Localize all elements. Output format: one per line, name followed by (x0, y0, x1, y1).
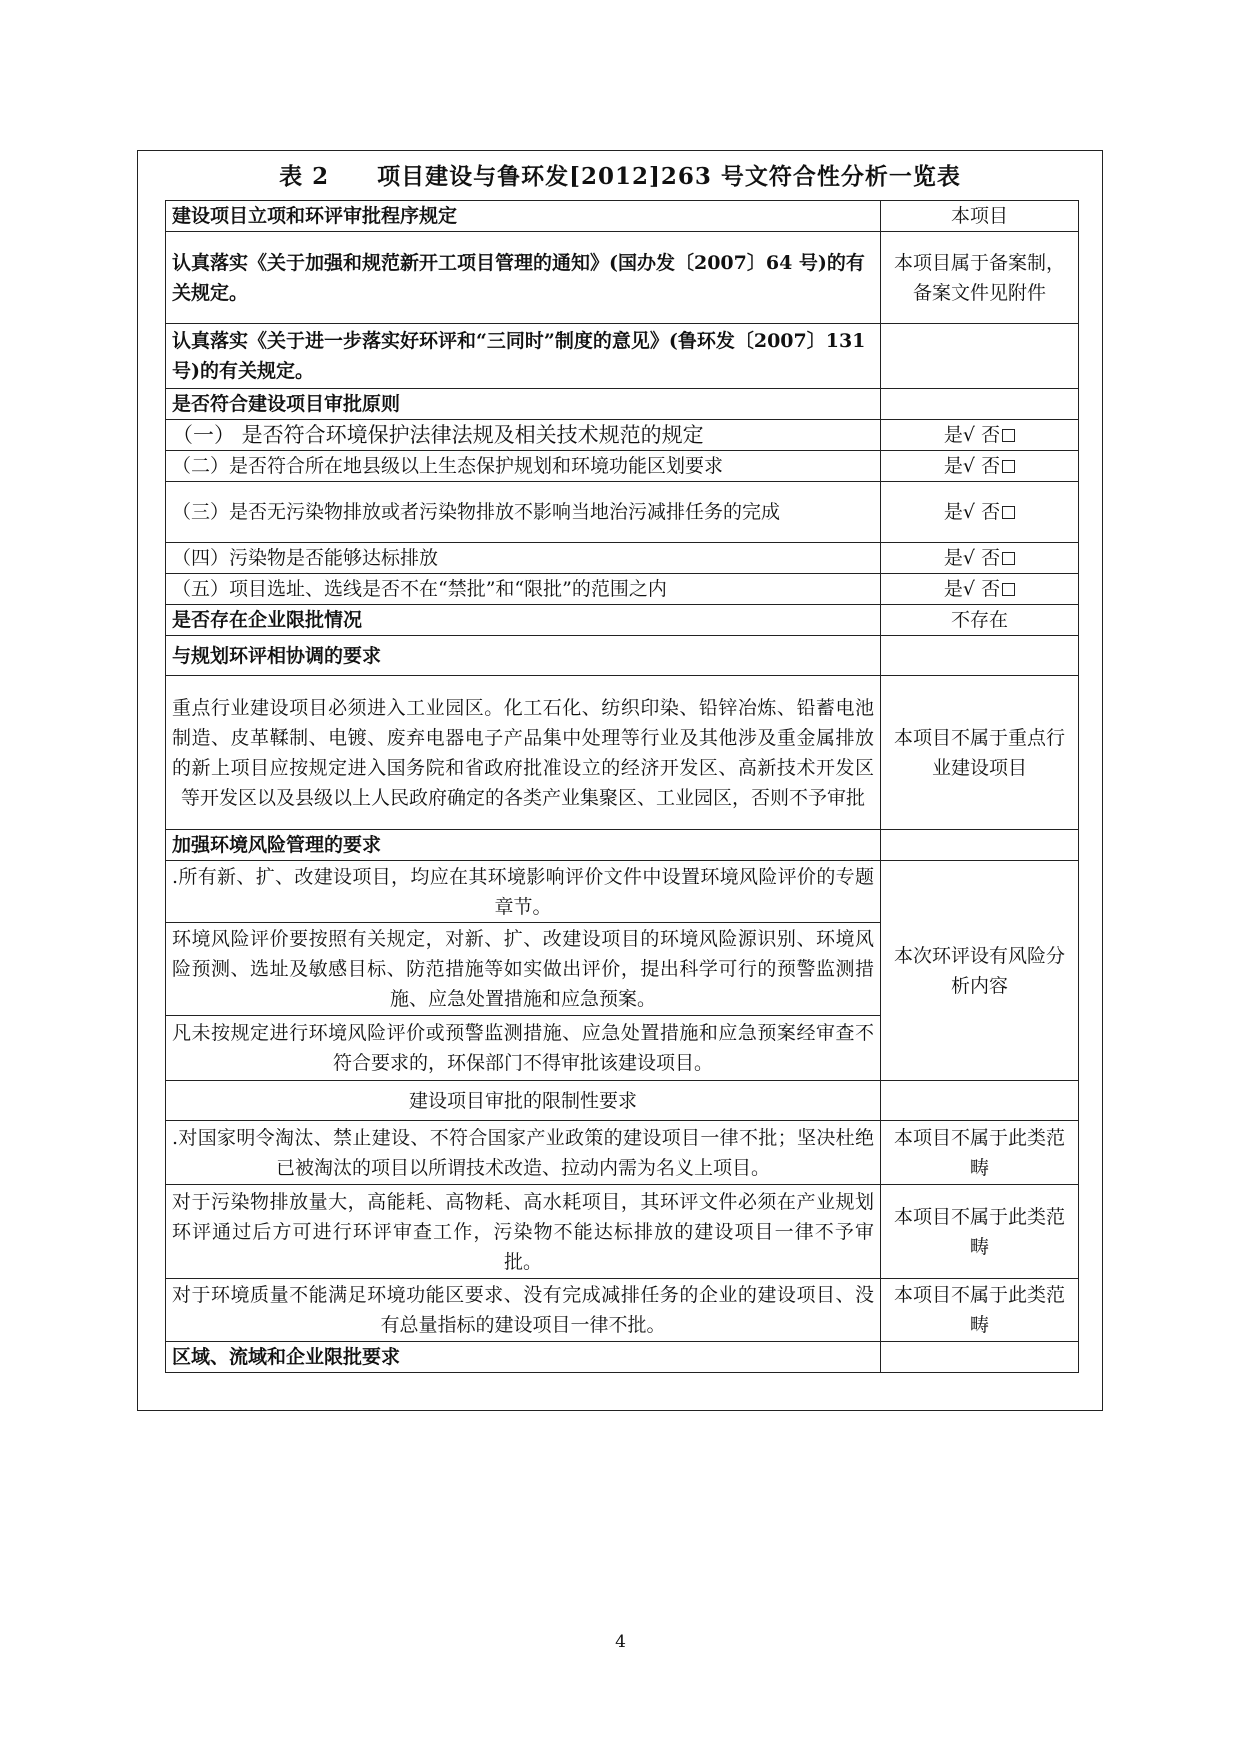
table-row (166, 420, 1079, 451)
row-left: 认真落实《关于加强和规范新开工项目管理的通知》(国办发〔2007〕64 号)的有关规定。 (166, 232, 881, 324)
row-left: （一） 是否符合环境保护法律法规及相关技术规范的规定 (166, 420, 881, 451)
row-left: 是否存在企业限批情况 (166, 605, 881, 636)
row-right: 本项目不属于此类范畴 (881, 1279, 1079, 1342)
row-right (881, 830, 1079, 861)
row-left: 建设项目立项和环评审批程序规定 (166, 201, 881, 232)
row-left: （四）污染物是否能够达标排放 (166, 543, 881, 574)
row-left: .对国家明令淘汰、禁止建设、不符合国家产业政策的建设项目一律不批；坚决杜绝已被淘汰的项目以所谓技术改造、拉动内需为名义上项目。 (166, 1121, 881, 1185)
check-text: 是√ 否 (943, 501, 1001, 523)
check-text: 是√ 否 (943, 547, 1001, 569)
row-left: （二）是否符合所在地县级以上生态保护规划和环境功能区划要求 (166, 451, 881, 482)
row-left: 重点行业建设项目必须进入工业园区。化工石化、纺织印染、铅锌冶炼、铅蓄电池制造、皮革鞣制、电镀、废弃电器电子产品集中处理等行业及其他涉及重金属排放的新上项目应按规定进入国务院和省政府批准设立的经济开发区、高新技术开发区等开发区以及县级以上人民政府确定的各类产业集聚区、工业园区，否则不予审批 (166, 676, 881, 830)
table-row (166, 201, 1079, 232)
row-right: 不存在 (881, 605, 1079, 636)
row-left: 认真落实《关于进一步落实好环评和“三同时”制度的意见》(鲁环发〔2007〕131 号)的有关规定。 (166, 324, 881, 389)
table-row (166, 1121, 1079, 1185)
table-row (166, 636, 1079, 676)
row-right (881, 574, 1079, 605)
row-left: （三）是否无污染物排放或者污染物排放不影响当地治污减排任务的完成 (166, 482, 881, 543)
row-right: 本项目不属于此类范畴 (881, 1185, 1079, 1279)
table-row (166, 1185, 1079, 1279)
check-text: 是√ 否 (943, 578, 1001, 600)
table-row (166, 482, 1079, 543)
row-right (881, 420, 1079, 451)
table-row (166, 830, 1079, 861)
table-title-text: 项目建设与鲁环发[2012]263 号文符合性分析一览表 (377, 163, 961, 190)
row-right: 本项目不属于重点行业建设项目 (881, 676, 1079, 830)
row-right: 本项目属于备案制，备案文件见附件 (881, 232, 1079, 324)
row-left: .所有新、扩、改建设项目，均应在其环境影响评价文件中设置环境风险评价的专题章节。 (166, 861, 881, 923)
row-right (881, 451, 1079, 482)
row-left: 建设项目审批的限制性要求 (166, 1081, 881, 1121)
table-row (166, 574, 1079, 605)
table-row (166, 1342, 1079, 1373)
row-right (881, 324, 1079, 389)
row-left: （五）项目选址、选线是否不在“禁批”和“限批”的范围之内 (166, 574, 881, 605)
table-row (166, 232, 1079, 324)
row-right: 本次环评设有风险分析内容 (881, 861, 1079, 1081)
row-left: 与规划环评相协调的要求 (166, 636, 881, 676)
row-right (881, 482, 1079, 543)
checkbox-icon (1002, 460, 1015, 473)
row-left: 环境风险评价要按照有关规定，对新、扩、改建设项目的环境风险源识别、环境风险预测、选址及敏感目标、防范措施等如实做出评价，提出科学可行的预警监测措施、应急处置措施和应急预案。 (166, 923, 881, 1016)
table-number: 表 2 (279, 163, 330, 190)
table-row (166, 1081, 1079, 1121)
row-left: 凡未按规定进行环境风险评价或预警监测措施、应急处置措施和应急预案经审查不符合要求的，环保部门不得审批该建设项目。 (166, 1016, 881, 1081)
page-number: 4 (615, 1632, 626, 1652)
table-title (137, 158, 1103, 191)
row-right: 本项目 (881, 201, 1079, 232)
checkbox-icon (1002, 429, 1015, 442)
check-text: 是√ 否 (943, 455, 1001, 477)
table-row (166, 389, 1079, 420)
checkbox-icon (1002, 506, 1015, 519)
row-right (881, 1081, 1079, 1121)
table-row (166, 861, 1079, 923)
table-row (166, 605, 1079, 636)
row-right (881, 636, 1079, 676)
checkbox-icon (1002, 552, 1015, 565)
row-left: 对于污染物排放量大，高能耗、高物耗、高水耗项目，其环评文件必须在产业规划环评通过后方可进行环评审查工作，污染物不能达标排放的建设项目一律不予审批。 (166, 1185, 881, 1279)
row-right: 本项目不属于此类范畴 (881, 1121, 1079, 1185)
row-left: 是否符合建设项目审批原则 (166, 389, 881, 420)
table-row (166, 543, 1079, 574)
row-left: 对于环境质量不能满足环境功能区要求、没有完成减排任务的企业的建设项目、没有总量指标的建设项目一律不批。 (166, 1279, 881, 1342)
row-left: 区域、流域和企业限批要求 (166, 1342, 881, 1373)
row-right (881, 543, 1079, 574)
table-row (166, 1279, 1079, 1342)
row-right (881, 389, 1079, 420)
row-left: 加强环境风险管理的要求 (166, 830, 881, 861)
row-right (881, 1342, 1079, 1373)
table-row (166, 451, 1079, 482)
checkbox-icon (1002, 583, 1015, 596)
compliance-table (165, 200, 1079, 1373)
table-row (166, 324, 1079, 389)
table-row (166, 676, 1079, 830)
check-text: 是√ 否 (943, 424, 1001, 446)
